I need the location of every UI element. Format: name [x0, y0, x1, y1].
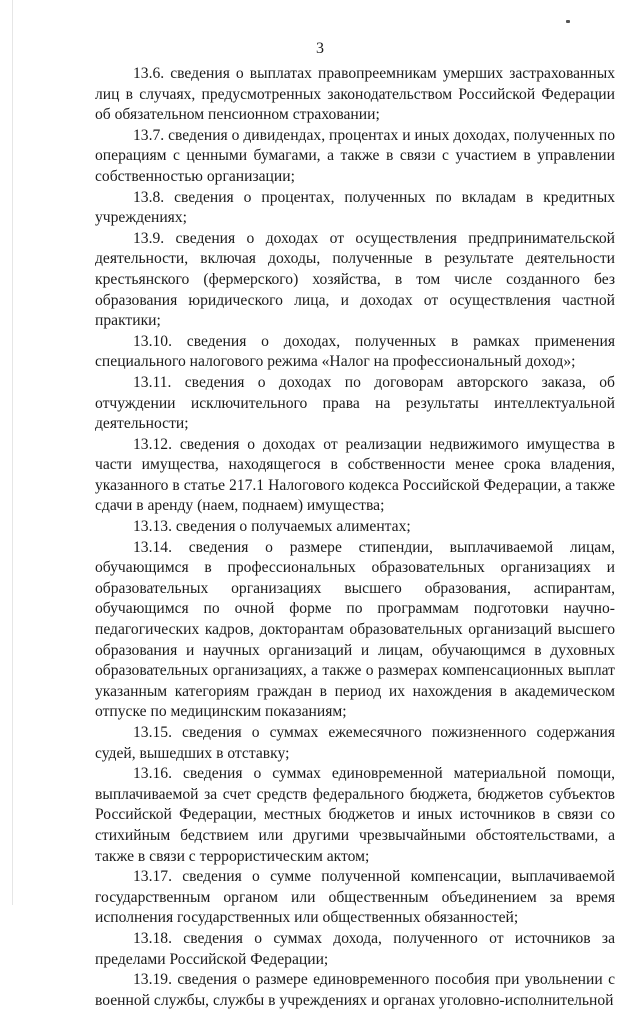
paragraph-13-7: 13.7. сведения о дивидендах, процентах и иных доходах, полученных по операциям с ценными бумагами, а также в связи с участием в управлении собственностью организации;	[95, 126, 615, 185]
document-body	[95, 64, 615, 1011]
paragraph-13-10: 13.10. сведения о доходах, полученных в рамках применения специального налогового режима «Налог на профессиональный доход»;	[95, 332, 615, 371]
paragraph-13-16: 13.16. сведения о суммах единовременной материальной помощи, выплачиваемой за счет средств федерального бюджета, бюджетов субъектов Российской Федерации, местных бюджетов и иных источников в связи со стихийным бедствием или другими чрезвычайными обстоятельствами, а также в связи с террористическим актом;	[95, 765, 615, 865]
paragraph-13-9: 13.9. сведения о доходах от осуществления предпринимательской деятельности, включая доходы, полученные в результате деятельности крестьянского (фермерского) хозяйства, в том числе созданного без образования юридического лица, и доходах от осуществления частной практики;	[95, 229, 615, 330]
scan-mark	[566, 20, 570, 23]
paragraph-13-13: 13.13. сведения о получаемых алиментах;	[133, 518, 411, 536]
page-number: 3	[316, 40, 324, 57]
paragraph-13-17: 13.17. сведения о сумме полученной компенсации, выплачиваемой государственным органом или общественным объединением за время исполнения государственных или общественных обязанностей;	[95, 868, 615, 927]
paragraph-13-12: 13.12. сведения о доходах от реализации недвижимого имущества в части имущества, находящегося в собственности менее срока владения, указанного в статье 217.1 Налогового кодекса Российской Федерации, а также сдачи в аренду (наем, поднаем) имущества;	[95, 435, 615, 515]
paragraph-13-19: 13.19. сведения о размере единовременного пособия при увольнении с военной службы, службы в учреждениях и органах уголовно-исполнительной	[95, 971, 615, 1009]
paragraph-13-11: 13.11. сведения о доходах по договорам авторского заказа, об отчуждении исключительного права на результаты интеллектуальной деятельности;	[95, 373, 615, 433]
paragraph-13-14: 13.14. сведения о размере стипендии, выплачиваемой лицам, обучающимся в профессиональных образовательных организациях и образовательных организациях высшего образования, аспирантам, обучающимся по очной форме по программам подготовки научно-педагогических кадров, докторантам образовательных организаций высшего образования и научных организаций и лицам, обучающимся в духовных образовательных организациях, а также о размерах компенсационных выплат указанным категориям граждан в период их нахождения в академическом отпуске по медицинским показаниям;	[95, 538, 615, 721]
scan-margin-line	[12, 0, 13, 905]
paragraph-13-8: 13.8. сведения о процентах, полученных по вкладам в кредитных учреждениях;	[95, 188, 615, 227]
paragraph-13-6: 13.6. сведения о выплатах правопреемникам умерших застрахованных лиц в случаях, предусмотренных законодательством Российской Федерации об обязательном пенсионном страховании;	[95, 65, 615, 124]
paragraph-13-18: 13.18. сведения о суммах дохода, полученного от источников за пределами Российской Федерации;	[95, 929, 615, 968]
paragraph-13-15: 13.15. сведения о суммах ежемесячного пожизненного содержания судей, вышедших в отставку;	[95, 724, 615, 762]
